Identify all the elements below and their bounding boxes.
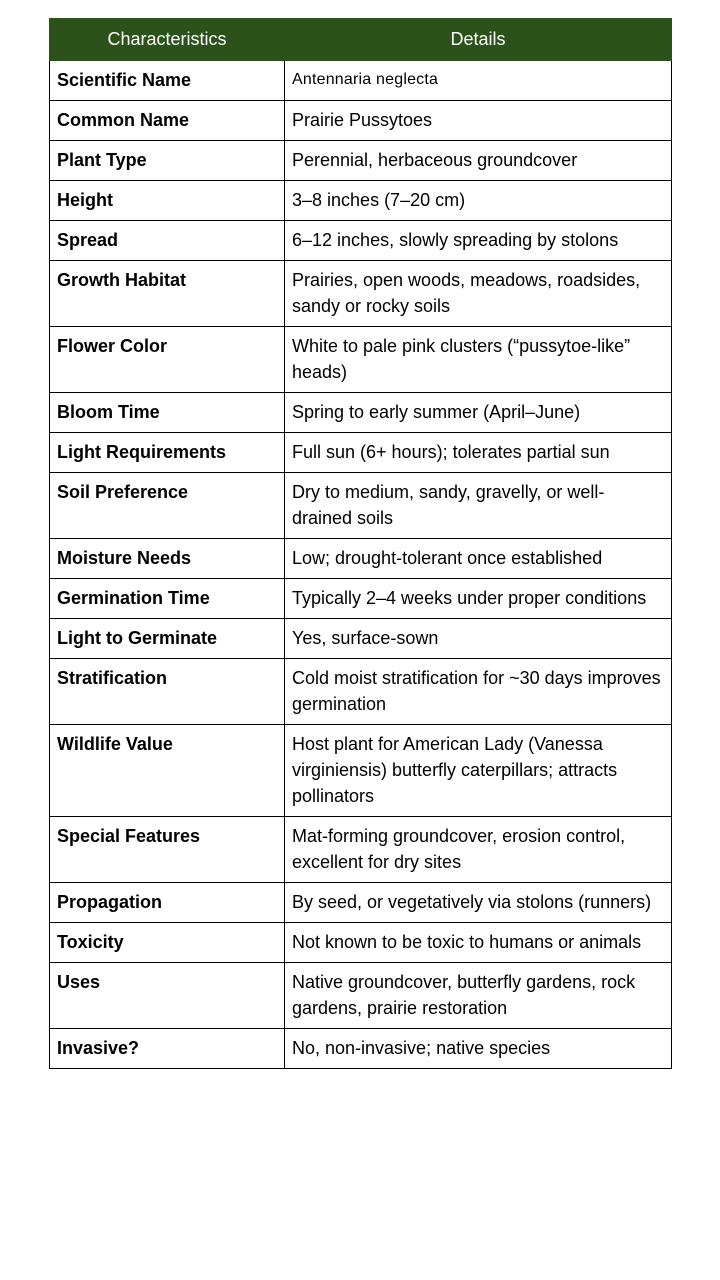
row-label: Soil Preference [50,473,285,539]
row-value: Not known to be toxic to humans or animals [285,923,672,963]
row-label: Plant Type [50,141,285,181]
row-label: Growth Habitat [50,261,285,327]
row-value: Mat-forming groundcover, erosion control, excellent for dry sites [285,817,672,883]
table-row [50,883,672,923]
table-row [50,473,672,539]
table-row [50,101,672,141]
table-row [50,659,672,725]
row-value: Dry to medium, sandy, gravelly, or well-drained soils [285,473,672,539]
table-row [50,433,672,473]
table-row [50,963,672,1029]
row-value: Antennaria neglecta [285,61,672,101]
row-value: Spring to early summer (April–June) [285,393,672,433]
row-value: Host plant for American Lady (Vanessa virginiensis) butterfly caterpillars; attracts pollinators [285,725,672,817]
row-value: Perennial, herbaceous groundcover [285,141,672,181]
header-details: Details [285,19,672,61]
row-label: Moisture Needs [50,539,285,579]
row-label: Toxicity [50,923,285,963]
table-row [50,539,672,579]
row-label: Height [50,181,285,221]
row-label: Flower Color [50,327,285,393]
table-row [50,181,672,221]
row-value: Prairie Pussytoes [285,101,672,141]
row-value: Cold moist stratification for ~30 days improves germination [285,659,672,725]
plant-characteristics-table [49,18,672,1069]
table-row [50,327,672,393]
table-row [50,817,672,883]
row-label: Stratification [50,659,285,725]
row-value: White to pale pink clusters (“pussytoe-like” heads) [285,327,672,393]
row-value: Low; drought-tolerant once established [285,539,672,579]
row-value: By seed, or vegetatively via stolons (runners) [285,883,672,923]
row-label: Scientific Name [50,61,285,101]
table-row [50,221,672,261]
row-label: Uses [50,963,285,1029]
row-value: No, non-invasive; native species [285,1029,672,1069]
table-header-row [50,19,672,61]
row-label: Propagation [50,883,285,923]
row-value: Typically 2–4 weeks under proper conditions [285,579,672,619]
row-value: Native groundcover, butterfly gardens, rock gardens, prairie restoration [285,963,672,1029]
row-label: Light Requirements [50,433,285,473]
table-row [50,579,672,619]
row-value: Full sun (6+ hours); tolerates partial sun [285,433,672,473]
table-row [50,619,672,659]
table-row [50,261,672,327]
row-value: Yes, surface-sown [285,619,672,659]
row-label: Light to Germinate [50,619,285,659]
row-label: Common Name [50,101,285,141]
row-label: Bloom Time [50,393,285,433]
header-characteristics: Characteristics [50,19,285,61]
table-row [50,1029,672,1069]
row-label: Spread [50,221,285,261]
row-value: 3–8 inches (7–20 cm) [285,181,672,221]
row-value: Prairies, open woods, meadows, roadsides, sandy or rocky soils [285,261,672,327]
table-row [50,393,672,433]
row-value: 6–12 inches, slowly spreading by stolons [285,221,672,261]
table-row [50,725,672,817]
row-label: Germination Time [50,579,285,619]
table-row [50,141,672,181]
row-label: Special Features [50,817,285,883]
table-row [50,61,672,101]
table-row [50,923,672,963]
row-label: Wildlife Value [50,725,285,817]
row-label: Invasive? [50,1029,285,1069]
